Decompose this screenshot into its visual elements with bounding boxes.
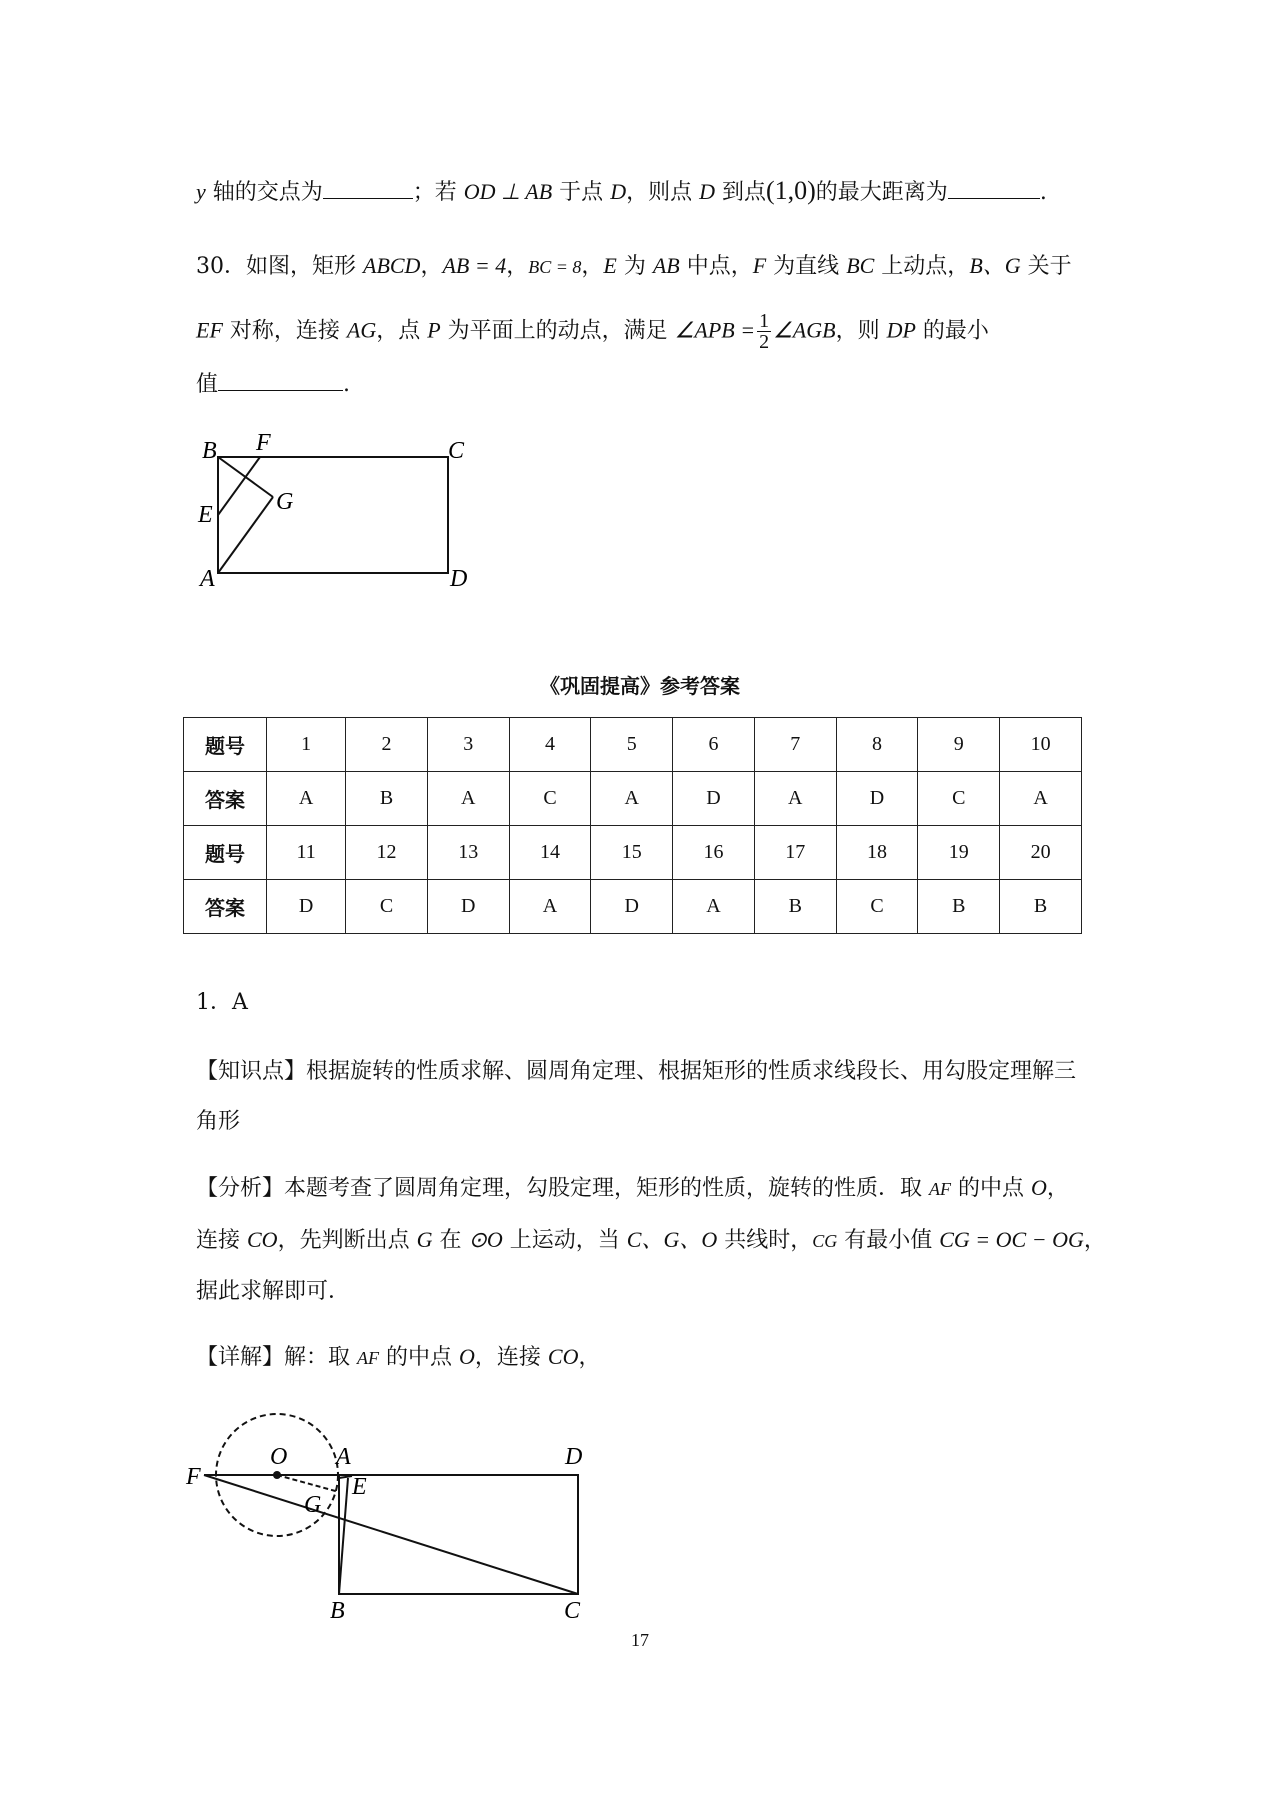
fraction bbox=[757, 311, 771, 352]
text: 上动点， bbox=[874, 254, 970, 279]
detail-line1 bbox=[196, 1342, 600, 1373]
text: BC bbox=[846, 253, 875, 278]
cell: C bbox=[836, 880, 918, 934]
label-d: D bbox=[450, 566, 468, 592]
cell: C bbox=[509, 772, 591, 826]
label-a: A bbox=[200, 566, 215, 592]
answer-blank bbox=[218, 370, 343, 391]
text: ， bbox=[578, 1345, 601, 1370]
text: E bbox=[603, 253, 617, 278]
cell: 4 bbox=[509, 718, 591, 772]
label-f: F bbox=[256, 430, 271, 456]
text: ，连接 bbox=[474, 1345, 548, 1370]
table-row bbox=[184, 718, 1082, 772]
text: OD ⊥ AB bbox=[463, 179, 553, 204]
cell: 11 bbox=[267, 826, 346, 880]
knowledge-line2: 角形 bbox=[196, 1109, 241, 1134]
text: ， bbox=[420, 254, 443, 279]
cell: D bbox=[673, 772, 755, 826]
text: CG bbox=[812, 1231, 838, 1251]
cell: 18 bbox=[836, 826, 918, 880]
text: O bbox=[459, 1344, 475, 1369]
analysis-line1 bbox=[196, 1173, 1069, 1204]
label-f: F bbox=[186, 1464, 201, 1490]
label-c: C bbox=[448, 438, 465, 464]
center-point-o bbox=[273, 1471, 281, 1479]
answer-blank bbox=[323, 178, 413, 199]
answers-title: 《巩固提高》参考答案 bbox=[540, 674, 740, 698]
text: AB bbox=[652, 253, 680, 278]
text: BC = 8 bbox=[528, 257, 582, 277]
text: AF bbox=[357, 1348, 379, 1368]
label-o: O bbox=[270, 1444, 288, 1470]
text: 在 bbox=[432, 1228, 469, 1253]
label-d: D bbox=[565, 1444, 583, 1470]
text: 对称，连接 bbox=[222, 318, 347, 344]
cell: A bbox=[427, 772, 509, 826]
text: 关于 bbox=[1020, 254, 1072, 279]
q30-line1 bbox=[196, 251, 1072, 282]
text: . bbox=[343, 372, 351, 397]
cell: 9 bbox=[918, 718, 1000, 772]
knowledge-line1: 【知识点】根据旋转的性质求解、圆周角定理、根据矩形的性质求线段长、用勾股定理解三 bbox=[196, 1059, 1077, 1084]
cell: 5 bbox=[591, 718, 673, 772]
cell: 19 bbox=[918, 826, 1000, 880]
figure-rectangle-abcd bbox=[190, 430, 490, 595]
cell: 17 bbox=[754, 826, 836, 880]
text: C、G、O bbox=[626, 1227, 718, 1252]
label-e: E bbox=[352, 1474, 367, 1500]
cell: A bbox=[1000, 772, 1082, 826]
cell: B bbox=[754, 880, 836, 934]
text: ，则点 bbox=[626, 180, 700, 205]
cell: 12 bbox=[346, 826, 428, 880]
cell: 2 bbox=[346, 718, 428, 772]
text: 于点 bbox=[552, 180, 611, 205]
text: P bbox=[427, 317, 441, 343]
text: ；若 bbox=[412, 180, 464, 205]
fraction-denominator: 2 bbox=[759, 331, 770, 353]
text: DP bbox=[886, 317, 916, 343]
label-a: A bbox=[336, 1444, 351, 1470]
text: 连接 bbox=[196, 1228, 247, 1253]
label-b: B bbox=[330, 1598, 345, 1624]
fraction-numerator: 1 bbox=[759, 310, 770, 332]
text: 为 bbox=[616, 254, 653, 279]
cell: 15 bbox=[591, 826, 673, 880]
text: F bbox=[752, 253, 767, 278]
cell: C bbox=[346, 880, 428, 934]
text: 共线时， bbox=[717, 1228, 813, 1253]
cell: 13 bbox=[427, 826, 509, 880]
cell: 6 bbox=[673, 718, 755, 772]
text: ，先判断出点 bbox=[277, 1228, 417, 1253]
analysis-line2 bbox=[196, 1225, 1106, 1256]
text: ， bbox=[581, 254, 604, 279]
answer-blank bbox=[948, 178, 1040, 199]
text: ∠AGB bbox=[773, 317, 836, 343]
cell: 1 bbox=[267, 718, 346, 772]
cell: 14 bbox=[509, 826, 591, 880]
cell: D bbox=[267, 880, 346, 934]
text: AF bbox=[929, 1179, 951, 1199]
text: CO bbox=[247, 1227, 278, 1252]
text: 到点 bbox=[714, 180, 766, 205]
cell: D bbox=[427, 880, 509, 934]
text: 的最小 bbox=[915, 318, 989, 344]
label-c: C bbox=[564, 1598, 581, 1624]
table-row bbox=[184, 772, 1082, 826]
cell: D bbox=[836, 772, 918, 826]
text: EF bbox=[196, 317, 223, 343]
text: 【详解】解：取 bbox=[196, 1345, 357, 1370]
text: 为平面上的动点，满足 bbox=[440, 318, 675, 344]
header-cell: 答案 bbox=[184, 880, 267, 934]
cell: B bbox=[918, 880, 1000, 934]
text: ，则 bbox=[835, 318, 887, 344]
cell: 16 bbox=[673, 826, 755, 880]
cell: 8 bbox=[836, 718, 918, 772]
cell: A bbox=[591, 772, 673, 826]
answer-table bbox=[183, 717, 1082, 934]
table-row bbox=[184, 880, 1082, 934]
cell: 7 bbox=[754, 718, 836, 772]
cell: D bbox=[591, 880, 673, 934]
text: G bbox=[416, 1227, 433, 1252]
text: 值 bbox=[196, 372, 219, 397]
analysis-line3: 据此求解即可． bbox=[196, 1279, 351, 1304]
text: 的中点 bbox=[379, 1345, 459, 1370]
figure-solution-1 bbox=[186, 1400, 610, 1625]
cell: A bbox=[509, 880, 591, 934]
cell: 10 bbox=[1000, 718, 1082, 772]
cell: 20 bbox=[1000, 826, 1082, 880]
text: D bbox=[699, 179, 715, 204]
cell: A bbox=[754, 772, 836, 826]
text: 为直线 bbox=[766, 254, 847, 279]
q30-line3 bbox=[196, 370, 350, 400]
text: 的最大距离为 bbox=[815, 180, 948, 205]
text: ， bbox=[506, 254, 529, 279]
text: ABCD bbox=[363, 253, 421, 278]
text: 有最小值 bbox=[837, 1228, 940, 1253]
solution-1-heading: 1．A bbox=[196, 990, 248, 1015]
label-g: G bbox=[304, 1492, 322, 1518]
cell: B bbox=[1000, 880, 1082, 934]
header-cell: 答案 bbox=[184, 772, 267, 826]
cell: 3 bbox=[427, 718, 509, 772]
table-row bbox=[184, 826, 1082, 880]
cell: A bbox=[673, 880, 755, 934]
text: 30．如图，矩形 bbox=[196, 254, 363, 279]
text: AG bbox=[346, 317, 377, 343]
text: 的中点 bbox=[951, 1176, 1031, 1201]
text: ⊙O bbox=[468, 1227, 503, 1252]
text: 【分析】本题考查了圆周角定理，勾股定理，矩形的性质，旋转的性质．取 bbox=[196, 1176, 929, 1201]
header-cell: 题号 bbox=[184, 826, 267, 880]
text: (1,0) bbox=[765, 176, 816, 205]
text: . bbox=[1039, 180, 1047, 205]
q30-line2 bbox=[196, 311, 989, 352]
text: 中点， bbox=[679, 254, 753, 279]
text: B、G bbox=[969, 253, 1021, 278]
text: ，点 bbox=[376, 318, 428, 344]
text: 上运动，当 bbox=[502, 1228, 627, 1253]
text: ， bbox=[1046, 1176, 1069, 1201]
text: O bbox=[1031, 1175, 1047, 1200]
text: AB = 4 bbox=[442, 253, 507, 278]
label-g: G bbox=[276, 489, 294, 515]
text: D bbox=[610, 179, 627, 204]
text: ∠APB = bbox=[674, 317, 756, 343]
cell: A bbox=[267, 772, 346, 826]
text: CO bbox=[547, 1344, 579, 1369]
text: ， bbox=[1083, 1228, 1106, 1253]
label-b: B bbox=[202, 438, 217, 464]
cell: B bbox=[346, 772, 428, 826]
text: 轴的交点为 bbox=[205, 180, 323, 205]
page-number: 17 bbox=[631, 1630, 649, 1650]
cell: C bbox=[918, 772, 1000, 826]
label-e: E bbox=[198, 502, 213, 528]
header-cell: 题号 bbox=[184, 718, 267, 772]
text: y bbox=[196, 179, 206, 204]
text: CG = OC − OG bbox=[939, 1227, 1084, 1252]
q29-tail-line bbox=[196, 176, 1047, 208]
